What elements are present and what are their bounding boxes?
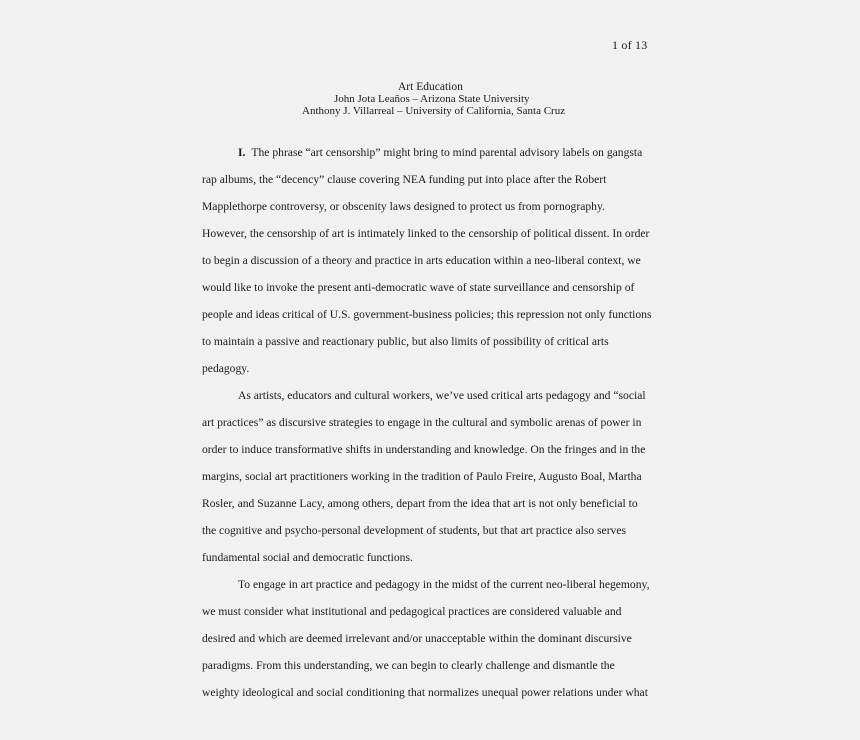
text-line: rap albums, the “decency” clause covering NEA funding put into place after the Robert — [202, 173, 607, 186]
text-line: people and ideas critical of U.S. government-business policies; this repression not only functions — [202, 308, 652, 321]
text-line: I. The phrase “art censorship” might bring to mind parental advisory labels on gangsta — [238, 146, 643, 159]
section-marker: I. — [238, 146, 246, 159]
text-line: Mapplethorpe controversy, or obscenity laws designed to protect us from pornography. — [202, 200, 605, 213]
text-line: to begin a discussion of a theory and practice in arts education within a neo-liberal context, we — [202, 254, 641, 267]
text-line: order to induce transformative shifts in understanding and knowledge. On the fringes and in the — [202, 443, 646, 456]
text-line: art practices” as discursive strategies to engage in the cultural and symbolic arenas of power in — [202, 416, 642, 429]
text-line: pedagogy. — [202, 362, 250, 375]
text-line: However, the censorship of art is intimately linked to the censorship of political dissent. In order — [202, 227, 650, 240]
text-line: to maintain a passive and reactionary public, but also limits of possibility of critical arts — [202, 335, 609, 348]
author-line-2: Anthony J. Villarreal – University of California, Santa Cruz — [302, 105, 566, 117]
page-number: 1 of 13 — [612, 38, 648, 52]
text-line: paradigms. From this understanding, we can begin to clearly challenge and dismantle the — [202, 659, 615, 672]
text-line: As artists, educators and cultural workers, we’ve used critical arts pedagogy and “social — [238, 389, 646, 402]
document-title: Art Education — [398, 81, 463, 93]
text-line: we must consider what institutional and pedagogical practices are considered valuable and — [202, 605, 622, 618]
text-line: desired and which are deemed irrelevant and/or unacceptable within the dominant discursive — [202, 632, 632, 645]
text-line: the cognitive and psycho-personal development of students, but that art practice also serves — [202, 524, 627, 537]
text-line: margins, social art practitioners working in the tradition of Paulo Freire, Augusto Boal, Martha — [202, 470, 642, 483]
text-line: would like to invoke the present anti-democratic wave of state surveillance and censorship of — [202, 281, 635, 294]
text-line: Rosler, and Suzanne Lacy, among others, depart from the idea that art is not only beneficial to — [202, 497, 638, 510]
text-line: To engage in art practice and pedagogy in the midst of the current neo-liberal hegemony, — [238, 578, 650, 591]
text-line: weighty ideological and social conditioning that normalizes unequal power relations under what — [202, 686, 648, 699]
text-line: fundamental social and democratic functions. — [202, 551, 413, 564]
author-line-1: John Jota Leaños – Arizona State University — [334, 93, 530, 105]
